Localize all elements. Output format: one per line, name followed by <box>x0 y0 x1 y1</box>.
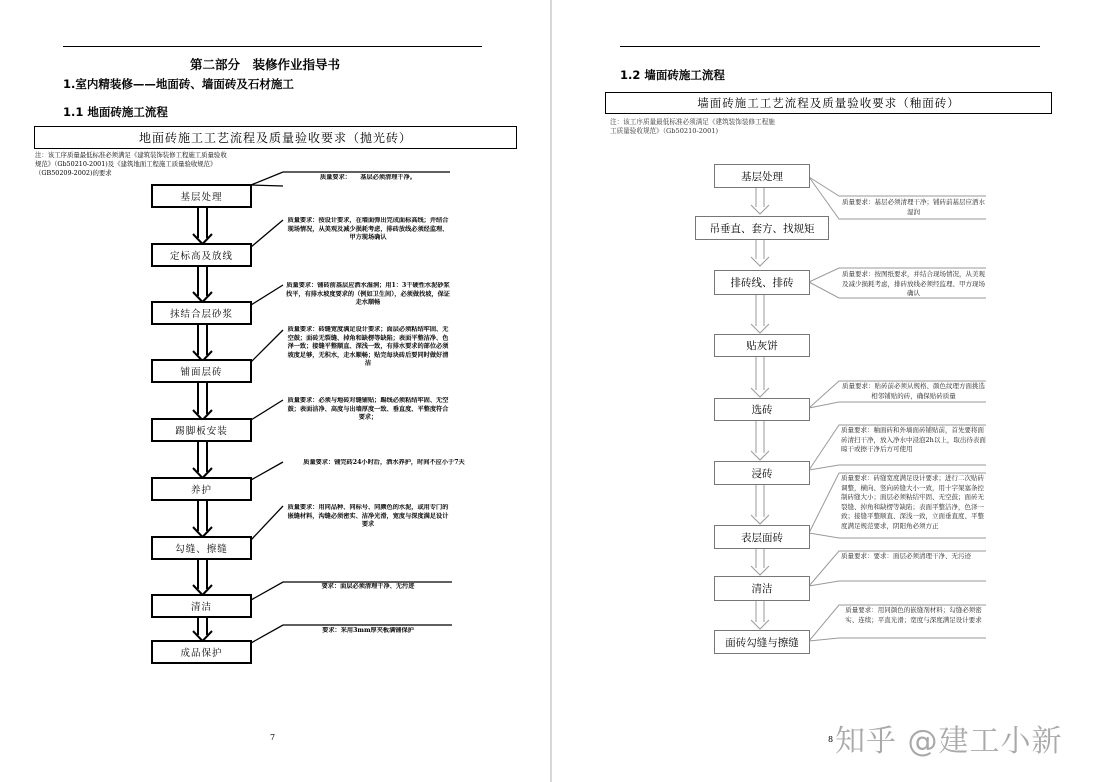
section-title: 1.室内精装修——地面砖、墙面砖及石材施工 <box>63 77 294 91</box>
flow-title: 地面砖施工工艺流程及质量验收要求（抛光砖） <box>34 126 517 149</box>
left-connectors <box>0 0 550 782</box>
step-cleaning: 清洁 <box>151 594 252 618</box>
subsection-title: 1.2 墙面砖施工流程 <box>620 68 725 82</box>
requirement-text: 质量要求：砖缝宽度满足设计要求；进行二次贴砖调整，横向、竖向砖缝大小一致，用十字架塞条控制砖缝大小；面层必须粘结牢固、无空鼓；面砖无裂缝、掉角和缺楞等缺陷；表面平整洁净，色泽一致；接缝平整顺直、深浅一致，立面垂直度、平整度满足规范要求，阴阳角必须方正 <box>841 474 984 530</box>
requirement-text: 质量要求：铺完砖24小时后，洒水养护，时间不应小于7天 <box>303 459 465 466</box>
requirement-text: 质量要求： 基层必须清理干净。 <box>320 174 416 181</box>
step-bonding-mortar: 抹结合层砂浆 <box>151 301 252 325</box>
requirement-text: 质量要求：按设计要求，在墙面弹出完成面标高线；并结合现场情况，从美观及减少损耗考虑，排砖放线必须经监理、甲方现场确认 <box>287 217 449 242</box>
subsection-title: 1.1 地面砖施工流程 <box>63 105 168 119</box>
step-mortar-pads: 贴灰饼 <box>714 334 810 357</box>
flow-note: 注：该工序质量最低标准必须满足《建筑装饰装修工程施工质量验收规范》（Gb50210-2001)及《建筑地面工程施工质量验收规范》（GB50209-2002)的要求 <box>35 151 227 177</box>
step-soak-tiles: 浸砖 <box>714 461 810 485</box>
requirement-text: 质量要求：砖缝宽度满足设计要求；面层必须粘结牢固、无空鼓；面砖无裂缝、掉角和缺楞等缺陷；表面平整洁净、色泽一致；接缝平整顺直、深浅一致，有排水要求的部位必须坡度足够，无积水，走水顺畅；贴完每块砖后要同时做好清洁 <box>287 326 449 368</box>
page-number: 7 <box>270 733 276 742</box>
step-select-tiles: 选砖 <box>714 398 810 421</box>
step-base-treatment: 基层处理 <box>151 184 252 208</box>
step-plumb-square: 吊垂直、套方、找规矩 <box>695 216 829 240</box>
step-grouting: 勾缝、擦缝 <box>151 536 252 560</box>
step-set-elevation: 定标高及放线 <box>151 243 252 267</box>
flow-title: 墙面砖施工工艺流程及质量验收要求（釉面砖） <box>605 92 1052 114</box>
requirement-text: 质量要求：贴砖前必须从规格、颜色纹理方面挑选相邻铺贴的砖，确保贴砖质量 <box>842 382 985 400</box>
requirement-text: 质量要求：基层必须清理干净；铺砖前基层应洒水湿润 <box>842 198 985 216</box>
step-surface-tiles: 表层面砖 <box>714 525 810 549</box>
part-title: 第二部分 装修作业指导书 <box>190 57 341 72</box>
watermark: 知乎 @建工小新 <box>835 724 1063 759</box>
step-curing: 养护 <box>151 477 252 501</box>
step-grouting: 面砖勾缝与擦缝 <box>714 630 810 654</box>
requirement-text: 要求：面层必须清理干净、无污迹 <box>321 583 415 590</box>
right-connectors <box>552 0 1103 782</box>
step-layout-lines: 排砖线、排砖 <box>714 270 810 295</box>
page-number: 8 <box>828 735 834 744</box>
left-page <box>0 0 550 782</box>
requirement-text: 质量要求：釉面砖和外墙面砖铺贴前，首先要将面砖清扫干净，放入净水中浸泡2h以上，取出待表面晾干或擦干净后方可使用 <box>841 426 986 453</box>
requirement-text: 质量要求：必须与地砖对缝铺贴；踢线必须粘结牢固、无空鼓；表面洁净、高度与出墙厚度一致、垂直度、平整度符合要求； <box>287 397 449 422</box>
step-cleaning: 清洁 <box>714 576 810 601</box>
requirement-text: 质量要求：铺砖前基层应洒水湿润；用1：3干硬性水泥砂浆找平，有排水坡度要求的（例如卫生间），必须做找坡，保证走水顺畅 <box>286 282 450 307</box>
step-protection: 成品保护 <box>151 640 252 664</box>
right-page <box>552 0 1103 782</box>
requirement-text: 质量要求：按图纸要求，并结合现场情况，从美观及减少损耗考虑，排砖放线必须经监理、甲方现场确认 <box>842 270 985 297</box>
requirement-text: 质量要求：用同颜色的嵌缝剂材料；勾缝必须密实、连续；平直光滑；宽度与深度满足设计要求 <box>845 606 982 624</box>
step-base-treatment: 基层处理 <box>714 164 810 188</box>
requirement-text: 质量要求：用同品种、同标号、同颜色的水泥，或用专门的嵌缝材料，沟缝必须密实、洁净光滑，宽度与深度满足设计要求 <box>287 504 449 529</box>
flow-note: 注：该工序质量最低标准必须满足《建筑装饰装修工程施工质量验收规范》（Gb50210-2001) <box>610 118 775 135</box>
step-skirting: 踢脚板安装 <box>151 418 252 442</box>
step-lay-tiles: 铺面层砖 <box>151 359 252 383</box>
requirement-text: 质量要求：要求：面层必须清理干净、无污迹 <box>841 552 971 560</box>
requirement-text: 要求：采用3mm厚夹板满铺保护 <box>322 627 414 634</box>
